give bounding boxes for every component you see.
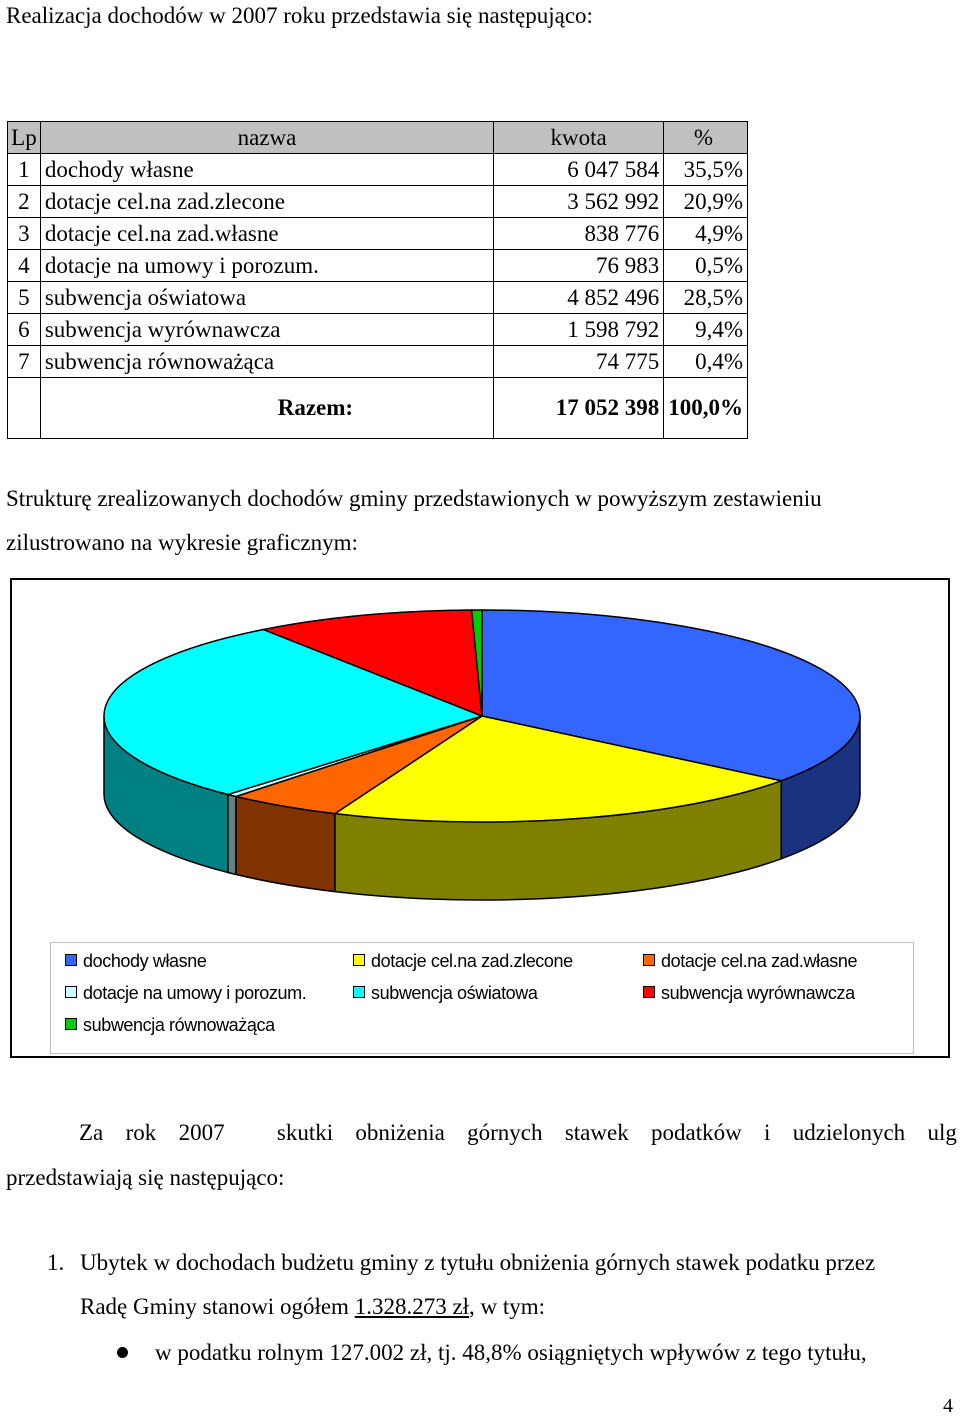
page-number: 4	[943, 1395, 953, 1417]
row-percent: 0,5%	[664, 250, 748, 282]
row-name: dochody własne	[40, 154, 493, 186]
summary-word: Za	[79, 1120, 104, 1145]
summary-word: górnych	[467, 1120, 543, 1145]
summary-line2: przedstawiają się następująco:	[6, 1165, 285, 1190]
row-name: subwencja oświatowa	[40, 282, 493, 314]
row-lp: 1	[8, 154, 41, 186]
pie-chart	[10, 578, 950, 1058]
summary-line1	[79, 1120, 957, 1146]
total-lp	[8, 378, 41, 439]
pie-chart-svg	[12, 580, 948, 940]
legend-item	[643, 951, 857, 972]
row-lp: 2	[8, 186, 41, 218]
bullet-icon	[117, 1347, 128, 1358]
legend-label: dotacje cel.na zad.własne	[661, 951, 858, 971]
chart-caption-line2: zilustrowano na wykresie graficznym:	[6, 530, 358, 555]
row-amount: 6 047 584	[494, 154, 664, 186]
legend-swatch	[353, 954, 365, 966]
row-percent: 35,5%	[664, 154, 748, 186]
header-percent: %	[664, 122, 748, 154]
table-row	[8, 218, 748, 250]
list-line2-before: Radę Gminy stanowi ogółem	[80, 1294, 355, 1319]
legend-label: subwencja wyrównawcza	[661, 983, 855, 1003]
legend-label: dotacje na umowy i porozum.	[83, 983, 307, 1003]
header-name: nazwa	[40, 122, 493, 154]
legend-swatch	[65, 954, 77, 966]
summary-word: podatków	[651, 1120, 742, 1145]
summary-word: i	[764, 1120, 771, 1145]
header-lp: Lp	[8, 122, 41, 154]
legend-item	[353, 983, 538, 1004]
row-lp: 4	[8, 250, 41, 282]
legend-swatch	[643, 986, 655, 998]
list-item-line2	[80, 1294, 545, 1320]
legend-label: dotacje cel.na zad.zlecone	[371, 951, 573, 971]
row-amount: 76 983	[494, 250, 664, 282]
chart-caption-line1: Strukturę zrealizowanych dochodów gminy przedstawionych w powyższym zestawieniu	[6, 486, 822, 511]
table-row	[8, 186, 748, 218]
total-loss-amount: 1.328.273 zł	[354, 1294, 470, 1319]
row-amount: 3 562 992	[494, 186, 664, 218]
legend-item	[65, 983, 306, 1004]
pie-slice-side	[228, 794, 236, 874]
legend-item	[643, 983, 855, 1004]
row-lp: 5	[8, 282, 41, 314]
total-label: Razem:	[40, 378, 493, 439]
row-name: subwencja równoważąca	[40, 346, 493, 378]
table-row	[8, 250, 748, 282]
row-amount: 4 852 496	[494, 282, 664, 314]
row-name: subwencja wyrównawcza	[40, 314, 493, 346]
legend-label: subwencja oświatowa	[371, 983, 538, 1003]
row-lp: 7	[8, 346, 41, 378]
total-amount: 17 052 398	[494, 378, 664, 439]
legend-item	[353, 951, 573, 972]
legend-label: dochody własne	[83, 951, 207, 971]
table-row	[8, 346, 748, 378]
row-lp: 6	[8, 314, 41, 346]
row-amount: 838 776	[494, 218, 664, 250]
row-percent: 28,5%	[664, 282, 748, 314]
row-lp: 3	[8, 218, 41, 250]
list-item-line1: Ubytek w dochodach budżetu gminy z tytułu obniżenia górnych stawek podatku przez	[80, 1250, 876, 1275]
summary-word: 2007	[178, 1120, 225, 1145]
table-total-row	[8, 378, 748, 439]
row-percent: 9,4%	[664, 314, 748, 346]
bullet-item: w podatku rolnym 127.002 zł, tj. 48,8% osiągniętych wpływów z tego tytułu,	[155, 1340, 867, 1365]
legend-swatch	[65, 1018, 77, 1030]
row-name: dotacje na umowy i porozum.	[40, 250, 493, 282]
legend-label: subwencja równoważąca	[83, 1015, 275, 1035]
legend-swatch	[353, 986, 365, 998]
total-percent: 100,0%	[664, 378, 748, 439]
table-row	[8, 314, 748, 346]
row-percent: 20,9%	[664, 186, 748, 218]
legend-item	[65, 951, 207, 972]
row-amount: 74 775	[494, 346, 664, 378]
list-line2-after: , w tym:	[469, 1294, 546, 1319]
table-row	[8, 154, 748, 186]
summary-word: rok	[125, 1120, 157, 1145]
legend-swatch	[65, 986, 77, 998]
header-amount: kwota	[494, 122, 664, 154]
summary-word: udzielonych	[792, 1120, 906, 1145]
row-name: dotacje cel.na zad.zlecone	[40, 186, 493, 218]
table-row	[8, 282, 748, 314]
income-table	[7, 121, 748, 439]
list-number: 1.	[47, 1250, 65, 1275]
table-header-row	[8, 122, 748, 154]
summary-word: stawek	[564, 1120, 629, 1145]
intro-text: Realizacja dochodów w 2007 roku przedstawia się następująco:	[6, 3, 593, 28]
row-amount: 1 598 792	[494, 314, 664, 346]
chart-legend	[50, 942, 914, 1054]
legend-item	[65, 1015, 275, 1036]
summary-word: obniżenia	[355, 1120, 445, 1145]
row-percent: 4,9%	[664, 218, 748, 250]
legend-swatch	[643, 954, 655, 966]
summary-word: ulg	[927, 1120, 957, 1145]
row-percent: 0,4%	[664, 346, 748, 378]
summary-word: skutki	[276, 1120, 334, 1145]
row-name: dotacje cel.na zad.własne	[40, 218, 493, 250]
